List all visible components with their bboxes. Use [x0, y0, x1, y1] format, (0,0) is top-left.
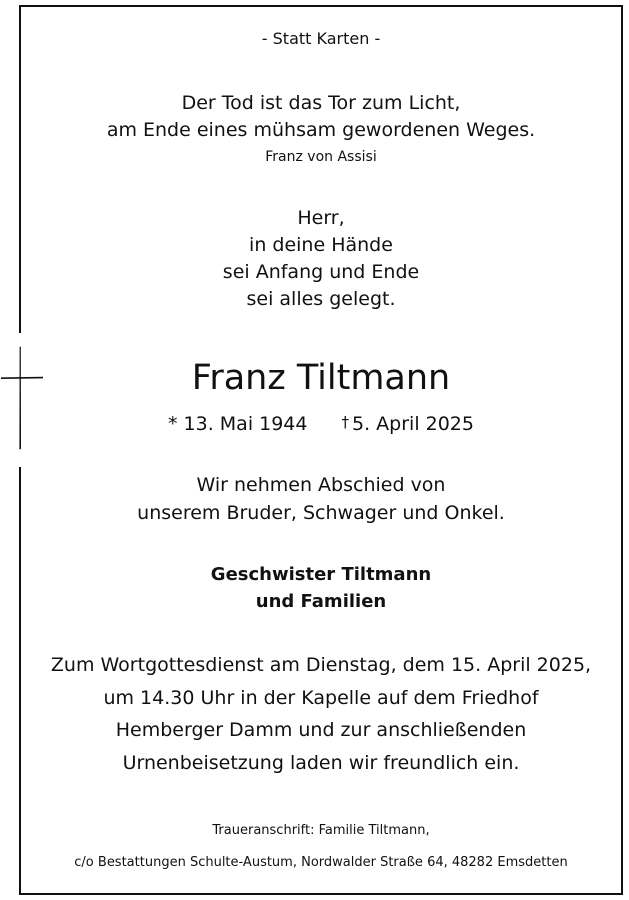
quote-author: Franz von Assisi — [265, 149, 377, 165]
service-line-1: Zum Wortgottesdienst am Dienstag, dem 15. April 2025, — [50, 654, 592, 676]
service-line-4: Urnenbeisetzung laden wir freundlich ein. — [122, 752, 520, 774]
verse-line-2: in deine Hände — [249, 234, 393, 256]
verse-line-1: Herr, — [297, 207, 345, 229]
life-dates — [19, 415, 623, 434]
death-symbol: † — [341, 413, 349, 431]
service-line-2: um 14.30 Uhr in der Kapelle auf dem Friedhof — [103, 687, 539, 709]
mourners-line-2: und Familien — [255, 591, 387, 612]
quote-line-1: Der Tod ist das Tor zum Licht, — [181, 92, 461, 114]
farewell-line-1: Wir nehmen Abschied von — [196, 474, 446, 496]
verse-line-3: sei Anfang und Ende — [222, 261, 420, 283]
service-line-3: Hemberger Damm und zur anschließenden — [115, 719, 527, 741]
statt-karten-label: - Statt Karten - — [261, 29, 381, 48]
address-line-1: Traueranschrift: Familie Tiltmann, — [212, 823, 430, 838]
farewell-line-2: unserem Bruder, Schwager und Onkel. — [137, 502, 505, 524]
deceased-name: Franz Tiltmann — [191, 358, 451, 398]
verse-line-4: sei alles gelegt. — [246, 288, 396, 310]
mourners-line-1: Geschwister Tiltmann — [210, 564, 432, 585]
birth-date: * 13. Mai 1944 — [167, 413, 308, 435]
quote-line-2: am Ende eines mühsam gewordenen Weges. — [106, 119, 536, 141]
death-date: 5. April 2025 — [352, 413, 474, 435]
address-line-2: c/o Bestattungen Schulte-Austum, Nordwalder Straße 64, 48282 Emsdetten — [74, 855, 568, 870]
